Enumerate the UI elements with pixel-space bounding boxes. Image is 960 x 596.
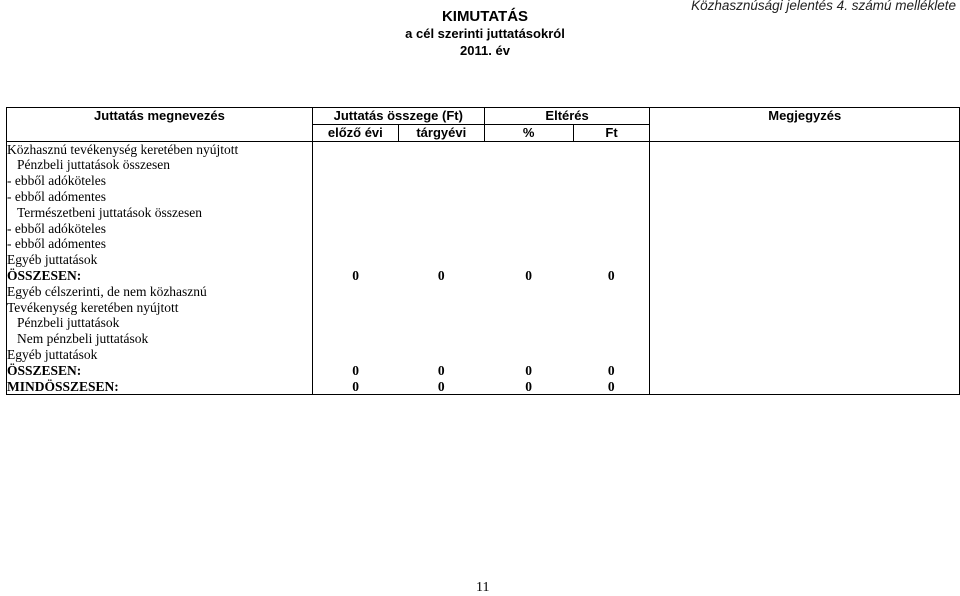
row-label: Természetbeni juttatások összesen <box>7 205 313 221</box>
table-header-row <box>7 108 960 125</box>
table-row <box>7 363 960 379</box>
row-value-empty <box>312 221 650 237</box>
table-row <box>7 189 960 205</box>
row-value: 0 <box>352 362 359 378</box>
subheader-ft: Ft <box>573 124 650 141</box>
row-value-empty <box>312 189 650 205</box>
row-value: 0 <box>437 267 445 283</box>
row-note <box>650 363 960 379</box>
row-value-empty <box>312 252 650 268</box>
col-header-amount: Juttatás összege (Ft) <box>312 108 484 125</box>
table-row <box>7 205 960 221</box>
row-label: - ebből adómentes <box>7 189 313 205</box>
table-row <box>7 236 960 252</box>
row-label: ÖSSZESEN: <box>7 268 313 284</box>
row-value: 0 <box>398 379 484 395</box>
col-header-name: Juttatás megnevezés <box>7 108 313 142</box>
row-label: Pénzbeli juttatások <box>7 315 313 331</box>
table-row <box>7 284 960 300</box>
row-value-empty <box>312 236 650 252</box>
row-value-empty <box>312 205 650 221</box>
row-note <box>650 347 960 363</box>
report-title: KIMUTATÁS <box>441 8 529 25</box>
row-label: MINDÖSSZESEN: <box>7 379 313 395</box>
row-note <box>650 331 960 347</box>
subheader-prev: előző évi <box>312 124 398 141</box>
row-note <box>650 205 960 221</box>
row-label: Egyéb juttatások <box>7 347 313 363</box>
subheader-curr: tárgyévi <box>398 124 484 141</box>
row-note <box>650 300 960 316</box>
row-note <box>650 157 960 173</box>
subheader-pct: % <box>484 124 573 141</box>
row-note <box>650 236 960 252</box>
row-note <box>650 284 960 300</box>
row-value: 0 <box>607 362 615 378</box>
report-year: 2011. év <box>460 43 510 58</box>
row-value: 0 <box>573 379 650 395</box>
table-row <box>7 252 960 268</box>
row-label: Pénzbeli juttatások összesen <box>7 157 313 173</box>
row-label: - ebből adóköteles <box>7 173 313 189</box>
row-value: 0 <box>352 267 359 283</box>
table-row <box>7 331 960 347</box>
row-label: ÖSSZESEN: <box>7 363 313 379</box>
row-note <box>650 379 960 395</box>
row-label: Közhasznú tevékenység keretében nyújtott <box>7 141 313 157</box>
row-note <box>650 141 960 157</box>
row-label: - ebből adóköteles <box>7 221 313 237</box>
row-note <box>650 252 960 268</box>
row-note <box>650 221 960 237</box>
benefits-table <box>6 107 960 395</box>
table-row <box>7 300 960 316</box>
row-label: Egyéb célszerinti, de nem közhasznú <box>7 284 313 300</box>
row-label: Egyéb juttatások <box>7 252 313 268</box>
row-value: 0 <box>525 267 533 283</box>
row-label: Tevékenység keretében nyújtott <box>7 300 313 316</box>
table-row <box>7 347 960 363</box>
table-row <box>7 173 960 189</box>
row-value: 0 <box>525 362 533 378</box>
table-row <box>7 221 960 237</box>
row-value-empty <box>312 315 650 331</box>
row-value-empty <box>312 157 650 173</box>
row-value: 0 <box>437 362 445 378</box>
page-number: 11 <box>476 580 490 595</box>
col-header-diff: Eltérés <box>484 108 650 125</box>
row-note <box>650 189 960 205</box>
row-value-empty <box>312 173 650 189</box>
row-value-empty <box>312 347 650 363</box>
row-label: Nem pénzbeli juttatások <box>7 331 313 347</box>
report-subtitle: a cél szerinti juttatásokról <box>405 26 565 41</box>
table-row <box>7 379 960 395</box>
report-title-block <box>380 8 590 59</box>
row-value: 0 <box>484 379 573 395</box>
row-value-empty <box>312 331 650 347</box>
col-header-note: Megjegyzés <box>650 108 960 142</box>
table-row <box>7 157 960 173</box>
table-row <box>7 141 960 157</box>
table-row <box>7 268 960 284</box>
row-label: - ebből adómentes <box>7 236 313 252</box>
row-note <box>650 268 960 284</box>
row-note <box>650 315 960 331</box>
row-value-empty <box>312 300 650 316</box>
table-row <box>7 315 960 331</box>
row-value: 0 <box>312 379 398 395</box>
row-value-empty <box>312 284 650 300</box>
row-value-empty <box>312 141 650 157</box>
row-value: 0 <box>607 267 615 283</box>
table-body <box>7 141 960 395</box>
row-note <box>650 173 960 189</box>
attachment-note: Közhasznúsági jelentés 4. számú melléklete <box>691 0 956 13</box>
